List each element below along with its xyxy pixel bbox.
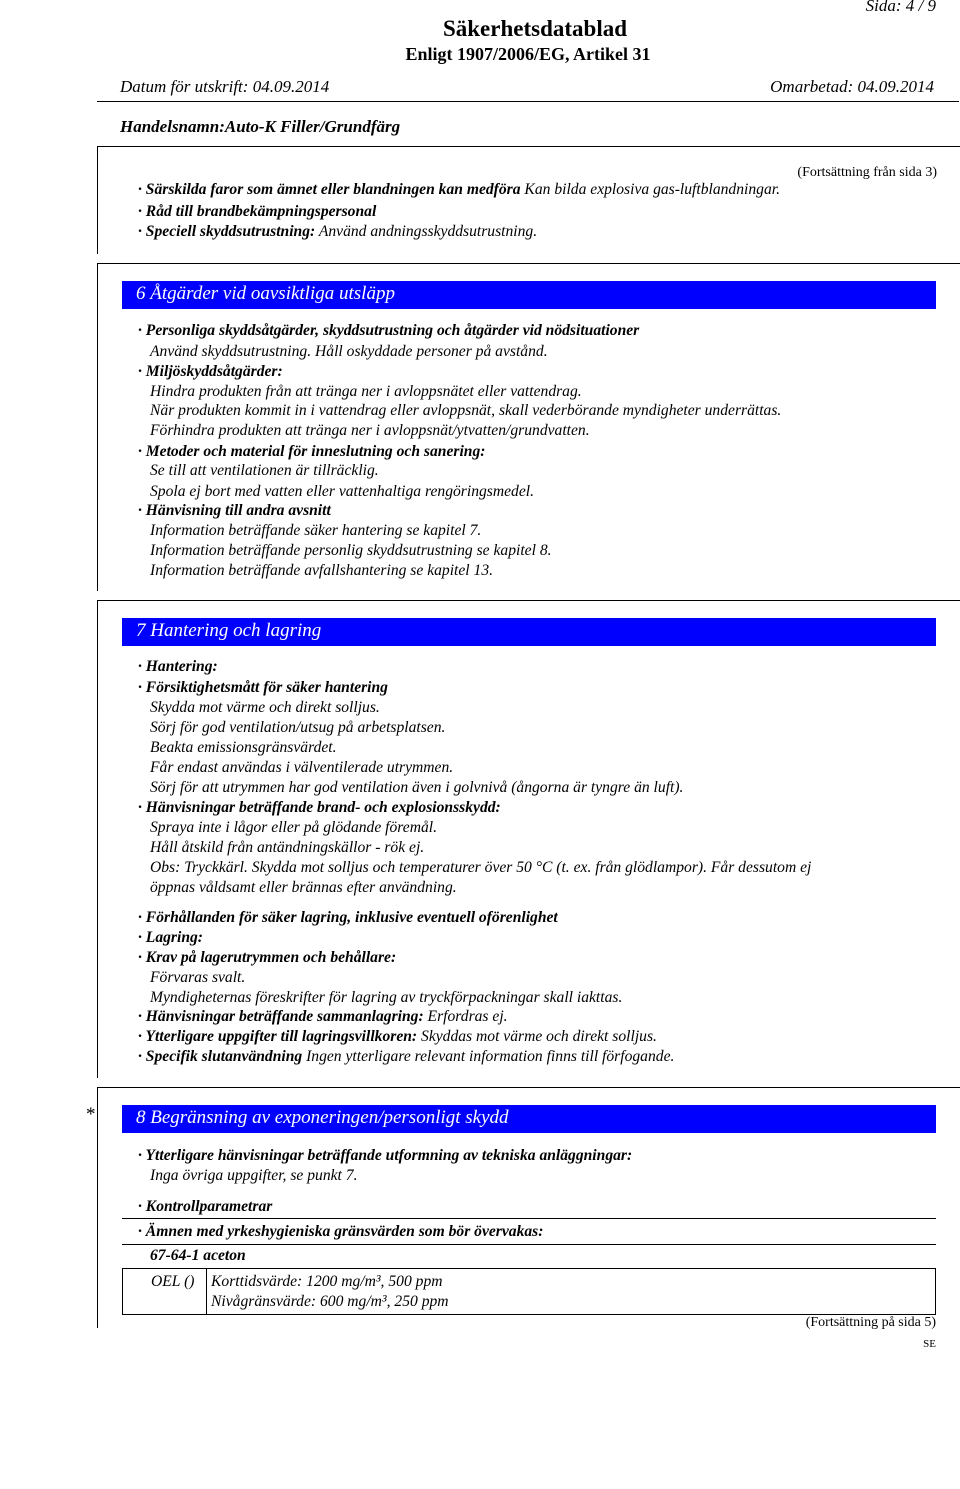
section8-title: 8 Begränsning av exponeringen/personligt skydd — [136, 1107, 509, 1128]
substance-name: 67-64-1 aceton — [150, 1247, 246, 1264]
continued-from: (Fortsättning från sida 3) — [797, 165, 937, 180]
s6-line-3: · Miljöskyddsåtgärder: — [138, 363, 283, 380]
section5-line-1: · Särskilda faror som ämnet eller blandningen kan medföra Kan bilda explosiva gas-luftblandningar. — [138, 181, 780, 198]
s7-line-12: öppnas våldsamt eller brännas efter användning. — [150, 879, 457, 896]
s7-line-8: · Hänvisningar beträffande brand- och explosionsskydd: — [138, 799, 501, 816]
s7-line-6: Får endast användas i välventilerade utrymmen. — [150, 759, 454, 776]
trade-name: Handelsnamn:Auto-K Filler/Grundfärg — [120, 117, 401, 136]
document-title: Säkerhetsdatablad — [442, 16, 628, 41]
s6-line-2: Använd skyddsutrustning. Håll oskyddade personer på avstånd. — [150, 343, 548, 360]
s8-line-4: · Ämnen med yrkeshygieniska gränsvärden som bör övervakas: — [138, 1223, 544, 1240]
s6-line-11: Information beträffande säker hantering se kapitel 7. — [150, 522, 482, 539]
oel-row — [122, 1268, 936, 1315]
header-divider — [97, 101, 959, 102]
s8-divider — [122, 1218, 936, 1219]
s7-line-9: Spraya inte i lågor eller på glödande föremål. — [150, 819, 438, 836]
s7-line-13: · Förhållanden för säker lagring, inklusive eventuell oförenlighet — [138, 909, 558, 926]
section7-box — [97, 600, 960, 1078]
section6-header — [122, 281, 936, 309]
s6-line-13: Information beträffande avfallshantering se kapitel 13. — [150, 562, 494, 579]
print-date: Datum för utskrift: 04.09.2014 — [120, 77, 330, 96]
s7-line-16: Förvaras svalt. — [150, 969, 246, 986]
s6-line-10: · Hänvisning till andra avsnitt — [138, 502, 331, 519]
section7-title: 7 Hantering och lagring — [136, 620, 322, 641]
s7-line-14: · Lagring: — [138, 929, 203, 946]
s6-line-1: · Personliga skyddsåtgärder, skyddsutrustning och åtgärder vid nödsituationer — [138, 322, 640, 339]
section7-header — [122, 618, 936, 646]
oel-column-divider — [206, 1269, 207, 1314]
s6-line-9: Spola ej bort med vatten eller vattenhaltiga rengöringsmedel. — [150, 483, 534, 500]
s8-line-2: Inga övriga uppgifter, se punkt 7. — [150, 1167, 358, 1184]
s7-line-5: Beakta emissionsgränsvärdet. — [150, 739, 337, 756]
s8-line-3: · Kontrollparametrar — [138, 1198, 273, 1215]
section5-line-3: · Speciell skyddsutrustning: Använd andningsskyddsutrustning. — [138, 223, 538, 240]
s7-line-17: Myndigheternas föreskrifter för lagring av tryckförpackningar skall iakttas. — [150, 989, 623, 1006]
oel-short-term: Korttidsvärde: 1200 mg/m³, 500 ppm — [211, 1273, 443, 1290]
s7-line-7: Sörj för att utrymmen har god ventilation även i golvnivå (ångorna är tyngre än luft). — [150, 779, 684, 796]
country-code: SE — [923, 1338, 936, 1350]
s6-line-4: Hindra produkten från att tränga ner i avloppsnätet eller vattendrag. — [150, 383, 582, 400]
s7-line-15: · Krav på lagerutrymmen och behållare: — [138, 949, 397, 966]
s7-line-20: · Specifik slutanvändning Ingen ytterligare relevant information finns till förfogande. — [138, 1048, 675, 1065]
s8-line-1: · Ytterligare hänvisningar beträffande utformning av tekniska anläggningar: — [138, 1147, 633, 1164]
section6-title: 6 Åtgärder vid oavsiktliga utsläpp — [136, 283, 395, 304]
s7-line-4: Sörj för god ventilation/utsug på arbetsplatsen. — [150, 719, 446, 736]
s7-line-10: Håll åtskild från antändningskällor - rök ej. — [150, 839, 425, 856]
s7-line-11: Obs: Tryckkärl. Skydda mot solljus och temperaturer över 50 °C (t. ex. från glödlampor). Får dessutom ej — [150, 859, 812, 876]
revised-date: Omarbetad: 04.09.2014 — [770, 77, 934, 96]
s6-line-7: · Metoder och material för inneslutning och sanering: — [138, 443, 486, 460]
s7-line-3: Skydda mot värme och direkt solljus. — [150, 699, 380, 716]
s7-line-18: · Hänvisningar beträffande sammanlagring: Erfordras ej. — [138, 1008, 508, 1025]
s7-line-2: · Försiktighetsmått för säker hantering — [138, 679, 388, 696]
revision-marker: * — [86, 1104, 96, 1125]
section5-line-2: · Råd till brandbekämpningspersonal — [138, 203, 377, 220]
section8-header — [122, 1105, 936, 1133]
page-number: Sida: 4 / 9 — [865, 0, 936, 15]
s7-line-19: · Ytterligare uppgifter till lagringsvillkoren: Skyddas mot värme och direkt solljus. — [138, 1028, 657, 1045]
section8-box — [97, 1087, 960, 1328]
s6-line-12: Information beträffande personlig skyddsutrustning se kapitel 8. — [150, 542, 552, 559]
document-subtitle: Enligt 1907/2006/EG, Artikel 31 — [405, 44, 651, 64]
s6-line-6: Förhindra produkten att tränga ner i avloppsnät/ytvatten/grundvatten. — [150, 422, 590, 439]
s8-table-top — [122, 1244, 936, 1245]
oel-level-limit: Nivågränsvärde: 600 mg/m³, 250 ppm — [211, 1293, 449, 1310]
oel-label: OEL () — [151, 1273, 195, 1290]
s7-line-1: · Hantering: — [138, 658, 218, 675]
section6-box — [97, 263, 960, 591]
s6-line-8: Se till att ventilationen är tillräcklig. — [150, 462, 379, 479]
continued-on: (Fortsättning på sida 5) — [805, 1315, 936, 1330]
section5-tail-box — [97, 146, 960, 254]
s6-line-5: När produkten kommit in i vattendrag eller avloppsnät, skall vederbörande myndigheter underrättas. — [150, 402, 782, 419]
